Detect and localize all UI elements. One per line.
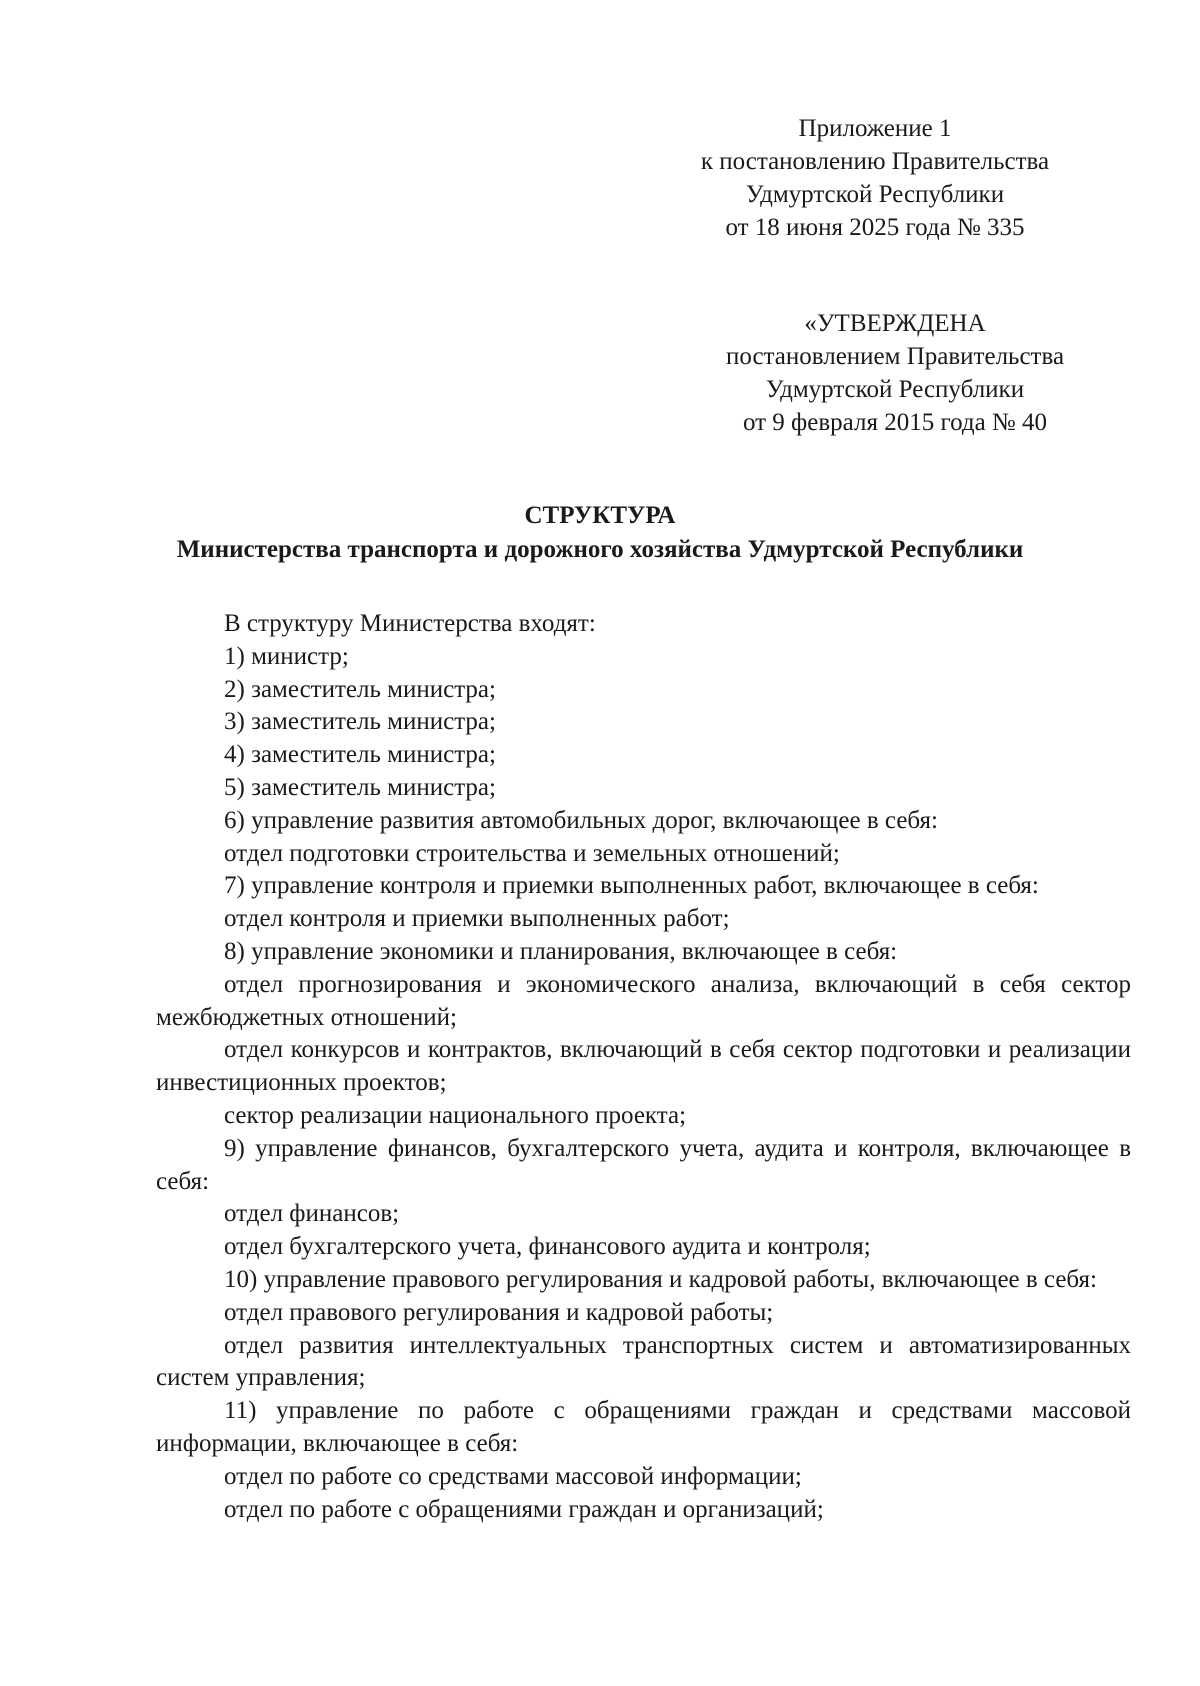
title-heading: СТРУКТУРА (524, 502, 676, 529)
list-item: 10) управление правового регулирования и кадровой работы, включающее в себя: (224, 1265, 1097, 1293)
list-item: отдел бухгалтерского учета, финансового аудита и контроля; (224, 1233, 871, 1261)
approval-block (680, 307, 1110, 439)
approval-line: «УТВЕРЖДЕНА (804, 310, 986, 337)
appendix-line: от 18 июня 2025 года № 335 (725, 214, 1025, 241)
list-item: 11) управление по работе с обращениями граждан и средствами массовой информации, включающее в себя: (156, 1397, 1131, 1457)
appendix-line: к постановлению Правительства (700, 148, 1050, 175)
list-item: В структуру Министерства входят: (224, 610, 596, 637)
list-item: 9) управление финансов, бухгалтерского учета, аудита и контроля, включающее в себя: (156, 1134, 1131, 1195)
list-item: 3) заместитель министра; (224, 708, 496, 736)
list-item: отдел контроля и приемки выполненных работ; (224, 905, 730, 933)
list-item: 2) заместитель министра; (224, 675, 496, 703)
approval-line: от 9 февраля 2015 года № 40 (742, 409, 1048, 436)
approval-line: постановлением Правительства (725, 343, 1065, 370)
list-item: отдел правового регулирования и кадровой работы; (224, 1298, 774, 1326)
appendix-line: Удмуртской Республики (745, 181, 1005, 208)
appendix-block (650, 112, 1100, 244)
list-item: 6) управление развития автомобильных дорог, включающее в себя: (224, 806, 938, 834)
structure-list (156, 608, 1131, 1526)
document-title (100, 499, 1100, 567)
list-item: 5) заместитель министра; (224, 773, 496, 801)
approval-line: Удмуртской Республики (765, 376, 1025, 403)
list-item: 1) министр; (224, 642, 349, 670)
list-item: 8) управление экономики и планирования, включающее в себя: (224, 937, 898, 965)
list-item: 4) заместитель министра; (224, 741, 496, 769)
list-item: сектор реализации национального проекта; (224, 1101, 687, 1129)
list-item: отдел по работе с обращениями граждан и организаций; (224, 1495, 824, 1523)
list-item: отдел конкурсов и контрактов, включающий в себя сектор подготовки и реализации инвестиционных проектов; (156, 1036, 1131, 1097)
appendix-line: Приложение 1 (798, 115, 952, 142)
list-item: отдел подготовки строительства и земельных отношений; (224, 839, 840, 867)
list-item: отдел прогнозирования и экономического анализа, включающий в себя сектор межбюджетных отношений; (156, 970, 1131, 1031)
list-item: 7) управление контроля и приемки выполненных работ, включающее в себя: (224, 872, 1039, 900)
list-item: отдел финансов; (224, 1200, 400, 1228)
list-item: отдел по работе со средствами массовой информации; (224, 1462, 802, 1490)
list-item: отдел развития интеллектуальных транспортных систем и автоматизированных систем управления; (156, 1331, 1131, 1392)
title-subheading: Министерства транспорта и дорожного хозяйства Удмуртской Республики (176, 536, 1024, 563)
